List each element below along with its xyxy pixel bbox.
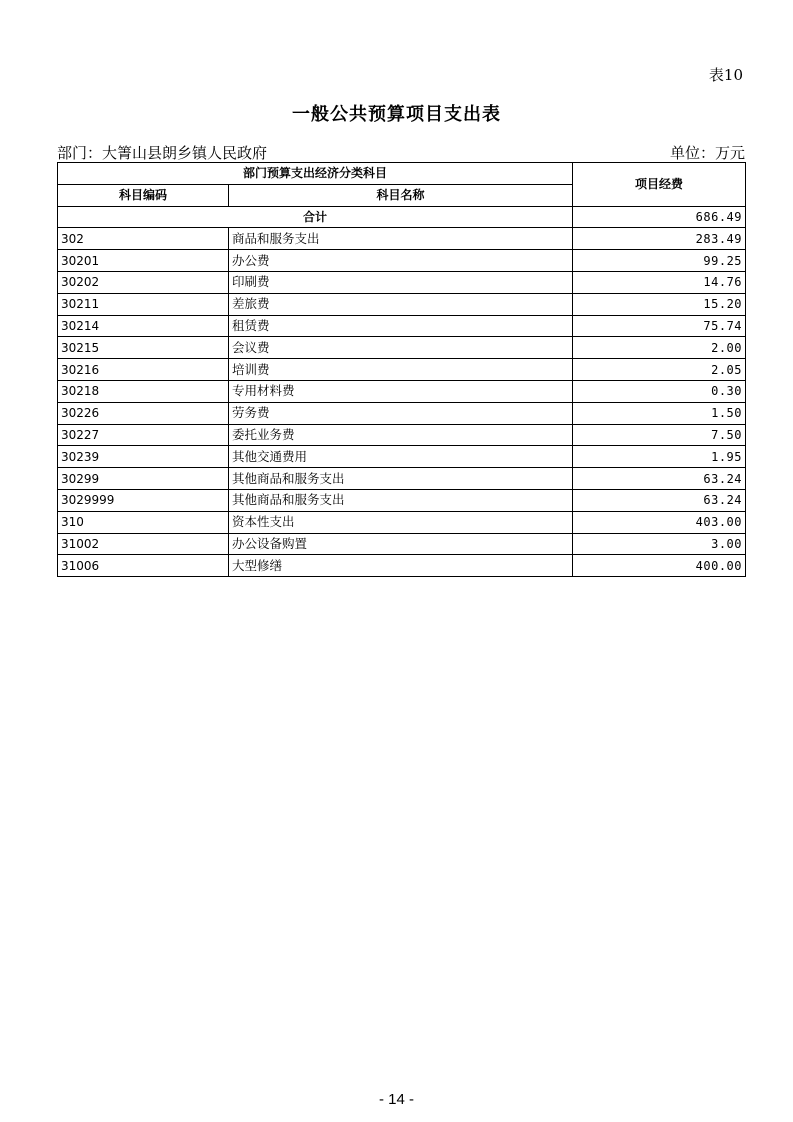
- table-row: [58, 337, 746, 359]
- row-code: 30215: [58, 337, 229, 359]
- table-row: [58, 380, 746, 402]
- unit-label: 单位：万元: [669, 144, 745, 162]
- row-amount: 1.50: [573, 402, 746, 424]
- table-body: [58, 206, 746, 577]
- row-name: 商品和服务支出: [229, 228, 573, 250]
- row-code: 302: [58, 228, 229, 250]
- row-amount: 0.30: [573, 380, 746, 402]
- row-name: 其他商品和服务支出: [229, 468, 573, 490]
- row-amount: 2.05: [573, 359, 746, 381]
- row-amount: 283.49: [573, 228, 746, 250]
- page-title: 一般公共预算项目支出表: [292, 104, 501, 125]
- total-row: [58, 206, 746, 228]
- table-row: [58, 489, 746, 511]
- table-row: [58, 250, 746, 272]
- row-code: 30227: [58, 424, 229, 446]
- row-code: 31002: [58, 533, 229, 555]
- row-name: 租赁费: [229, 315, 573, 337]
- row-name: 办公费: [229, 250, 573, 272]
- table-row: [58, 293, 746, 315]
- page-number: - 14 -: [378, 1091, 414, 1108]
- row-name: 专用材料费: [229, 380, 573, 402]
- row-name: 大型修缮: [229, 555, 573, 577]
- table-row: [58, 446, 746, 468]
- row-code: 30202: [58, 271, 229, 293]
- row-amount: 403.00: [573, 511, 746, 533]
- row-name: 劳务费: [229, 402, 573, 424]
- row-code: 30214: [58, 315, 229, 337]
- row-name: 办公设备购置: [229, 533, 573, 555]
- table-row: [58, 359, 746, 381]
- table-row: [58, 402, 746, 424]
- row-code: 310: [58, 511, 229, 533]
- row-code: 31006: [58, 555, 229, 577]
- row-code: 30201: [58, 250, 229, 272]
- table-row: [58, 271, 746, 293]
- total-amount: 686.49: [573, 206, 746, 228]
- table-row: [58, 424, 746, 446]
- row-code: 30211: [58, 293, 229, 315]
- row-amount: 14.76: [573, 271, 746, 293]
- row-amount: 75.74: [573, 315, 746, 337]
- total-label: 合计: [58, 206, 573, 228]
- row-name: 差旅费: [229, 293, 573, 315]
- row-code: 30299: [58, 468, 229, 490]
- table-row: [58, 468, 746, 490]
- table-row: [58, 533, 746, 555]
- table-row: [58, 315, 746, 337]
- table-row: [58, 228, 746, 250]
- row-code: 30216: [58, 359, 229, 381]
- row-code: 30226: [58, 402, 229, 424]
- group-header: 部门预算支出经济分类科目: [58, 163, 573, 185]
- row-name: 会议费: [229, 337, 573, 359]
- row-amount: 2.00: [573, 337, 746, 359]
- row-name: 委托业务费: [229, 424, 573, 446]
- name-column-header: 科目名称: [229, 184, 573, 206]
- row-code: 30218: [58, 380, 229, 402]
- row-amount: 7.50: [573, 424, 746, 446]
- budget-table: [57, 162, 746, 577]
- code-column-header: 科目编码: [58, 184, 229, 206]
- row-name: 其他交通费用: [229, 446, 573, 468]
- row-name: 印刷费: [229, 271, 573, 293]
- row-amount: 15.20: [573, 293, 746, 315]
- row-amount: 1.95: [573, 446, 746, 468]
- row-amount: 63.24: [573, 468, 746, 490]
- table-row: [58, 555, 746, 577]
- row-name: 培训费: [229, 359, 573, 381]
- row-code: 30239: [58, 446, 229, 468]
- department-label: 部门：大箐山县朗乡镇人民政府: [57, 144, 268, 162]
- table-label: 表10: [708, 66, 743, 84]
- table-row: [58, 511, 746, 533]
- row-amount: 63.24: [573, 489, 746, 511]
- row-code: 3029999: [58, 489, 229, 511]
- row-amount: 3.00: [573, 533, 746, 555]
- row-amount: 99.25: [573, 250, 746, 272]
- row-name: 其他商品和服务支出: [229, 489, 573, 511]
- row-name: 资本性支出: [229, 511, 573, 533]
- amount-column-header: 项目经费: [573, 163, 746, 207]
- row-amount: 400.00: [573, 555, 746, 577]
